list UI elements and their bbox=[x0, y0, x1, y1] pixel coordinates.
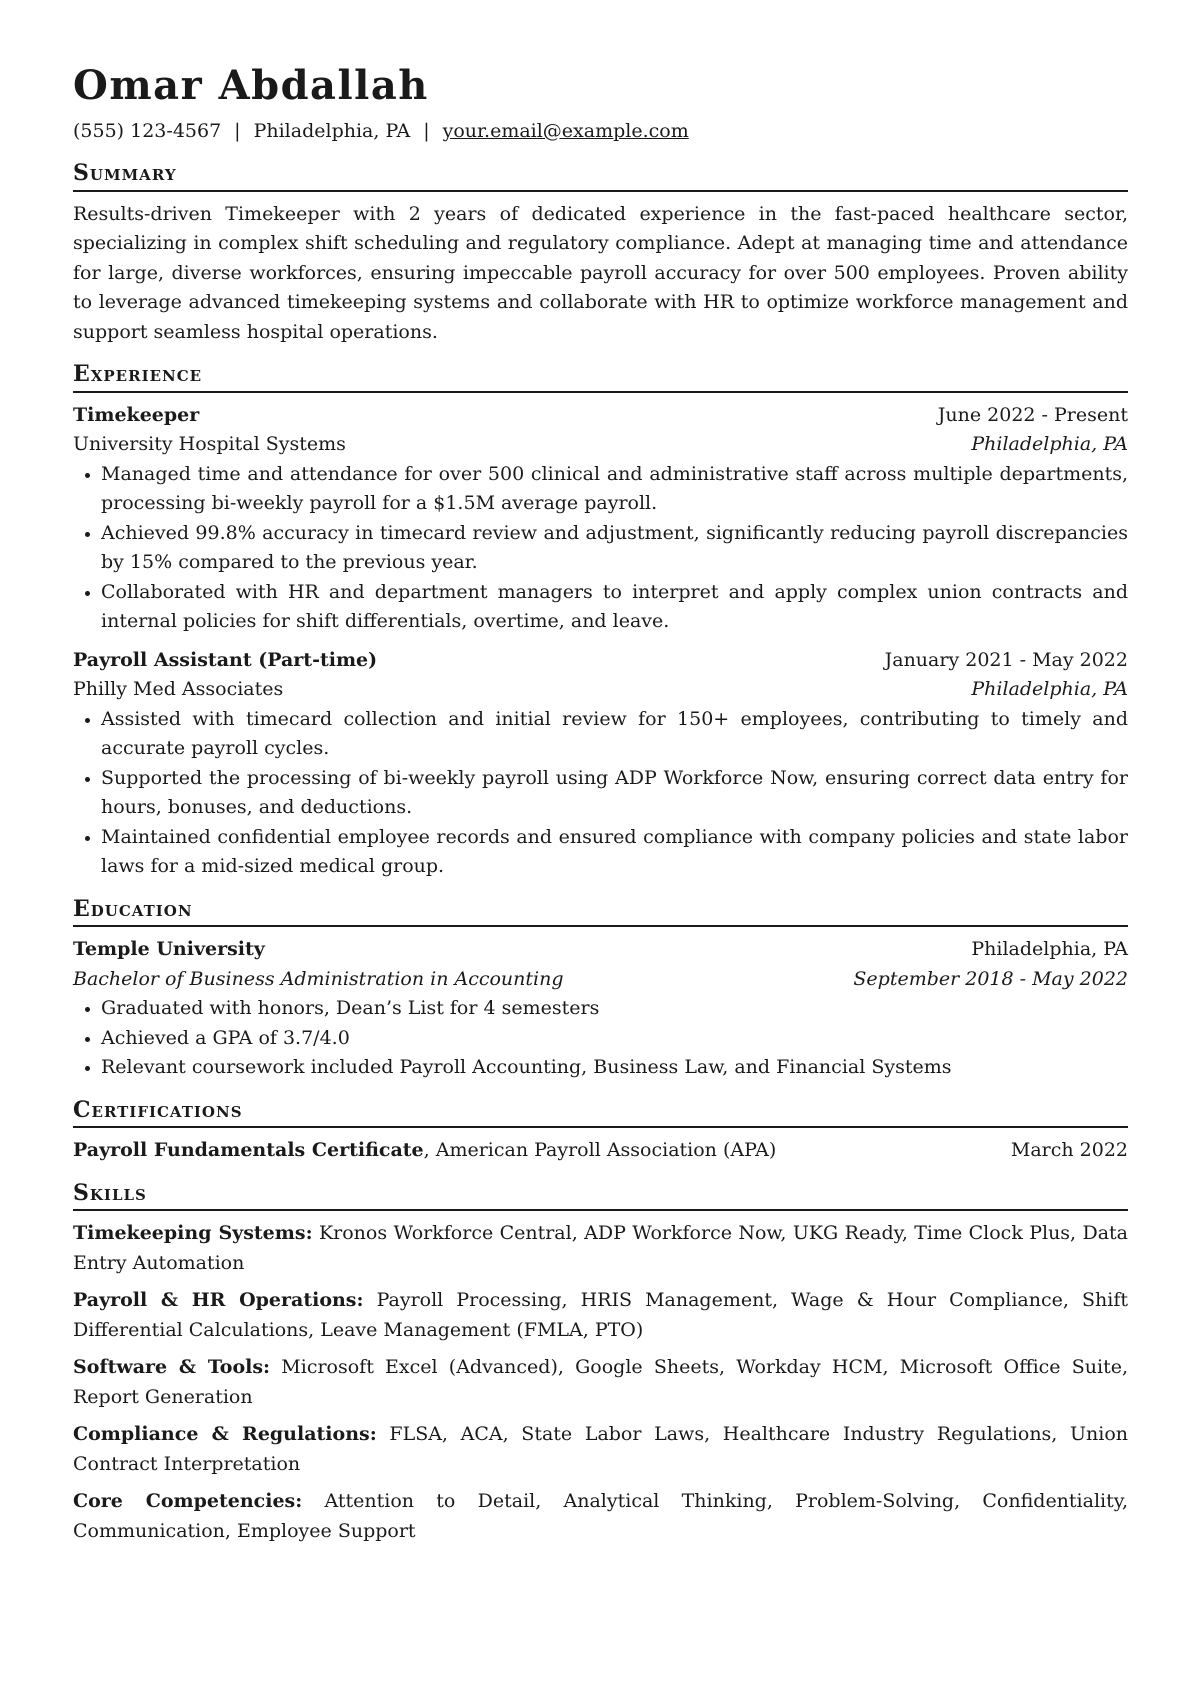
certification-date: March 2022 bbox=[1010, 1139, 1128, 1161]
job-subheader bbox=[73, 430, 1128, 460]
skill-text: Microsoft Excel (Advanced), Google Sheets, Workday HCM, Microsoft Office Suite, Report Generation bbox=[73, 1356, 1128, 1408]
list-item: • Assisted with timecard collection and initial review for 150+ employees, contributing to timely and accurate payroll cycles. bbox=[101, 705, 1128, 764]
skill-label: Compliance & Regulations: bbox=[73, 1423, 377, 1445]
location: Philadelphia, PA bbox=[253, 120, 411, 142]
job-role: Payroll Assistant (Part-time) bbox=[73, 648, 378, 671]
job-subheader bbox=[73, 675, 1128, 705]
skill-line bbox=[73, 1353, 1128, 1412]
skill-label: Timekeeping Systems: bbox=[73, 1222, 313, 1244]
job-location: Philadelphia, PA bbox=[971, 433, 1128, 455]
school-name: Temple University bbox=[73, 938, 265, 960]
list-item: • Managed time and attendance for over 500 clinical and administrative staff across multiple departments, processing bi-weekly payroll for a $1.5M average payroll. bbox=[101, 460, 1128, 519]
list-item: • Achieved a GPA of 3.7/4.0 bbox=[101, 1024, 1128, 1054]
section-title: Experience bbox=[73, 361, 1128, 393]
job-entry bbox=[73, 401, 1128, 637]
list-item: • Relevant coursework included Payroll Accounting, Business Law, and Financial Systems bbox=[101, 1053, 1128, 1083]
school-location: Philadelphia, PA bbox=[971, 938, 1128, 960]
education-subheader bbox=[73, 965, 1128, 995]
skill-line bbox=[73, 1420, 1128, 1479]
summary-section bbox=[73, 160, 1128, 347]
education-section bbox=[73, 896, 1128, 1083]
list-item: • Graduated with honors, Dean’s List for 4 semesters bbox=[101, 994, 1128, 1024]
skill-text: Payroll Processing, HRIS Management, Wage & Hour Compliance, Shift Differential Calculations, Leave Management (FMLA, PTO) bbox=[73, 1289, 1128, 1341]
job-dates: January 2021 - May 2022 bbox=[884, 648, 1128, 671]
phone: (555) 123-4567 bbox=[73, 120, 222, 142]
skill-line bbox=[73, 1487, 1128, 1546]
list-item: • Maintained confidential employee records and ensured compliance with company policies and state labor laws for a mid-sized medical group. bbox=[101, 823, 1128, 882]
section-title: Skills bbox=[73, 1180, 1128, 1212]
job-location: Philadelphia, PA bbox=[971, 678, 1128, 700]
list-item: • Achieved 99.8% accuracy in timecard review and adjustment, significantly reducing payroll discrepancies by 15% compared to the previous year. bbox=[101, 519, 1128, 578]
education-bullets bbox=[73, 994, 1128, 1083]
education-dates: September 2018 - May 2022 bbox=[853, 967, 1128, 990]
skill-label: Software & Tools: bbox=[73, 1356, 271, 1378]
summary-text: Results-driven Timekeeper with 2 years of dedicated experience in the fast-paced healthcare sector, specializing in complex shift scheduling and regulatory compliance. Adept at managing time and attendance for large, diverse workforces, ensuring impeccable payroll accuracy for over 500 employees. Proven ability to leverage advanced timekeeping systems and collaborate with HR to optimize workforce management and support seamless hospital operations. bbox=[73, 202, 1128, 343]
section-title: Education bbox=[73, 896, 1128, 928]
skill-label: Payroll & HR Operations: bbox=[73, 1289, 364, 1311]
certifications-section bbox=[73, 1097, 1128, 1166]
degree: Bachelor of Business Administration in Accounting bbox=[73, 967, 564, 990]
skill-text: Kronos Workforce Central, ADP Workforce Now, UKG Ready, Time Clock Plus, Data Entry Automation bbox=[73, 1222, 1128, 1274]
section-title: Summary bbox=[73, 160, 1128, 192]
certification-name: Payroll Fundamentals Certificate bbox=[73, 1139, 424, 1161]
job-role: Timekeeper bbox=[73, 403, 200, 426]
skill-text: FLSA, ACA, State Labor Laws, Healthcare Industry Regulations, Union Contract Interpretation bbox=[73, 1423, 1129, 1475]
job-dates: June 2022 - Present bbox=[937, 403, 1128, 426]
skill-label: Core Competencies: bbox=[73, 1490, 303, 1512]
section-title: Certifications bbox=[73, 1097, 1128, 1129]
email-link[interactable]: your.email@example.com bbox=[442, 120, 689, 142]
skill-line bbox=[73, 1286, 1128, 1345]
job-entry bbox=[73, 646, 1128, 882]
job-header bbox=[73, 646, 1128, 676]
candidate-name: Omar Abdallah bbox=[73, 62, 429, 109]
contact-line bbox=[73, 120, 1128, 142]
list-item: • Supported the processing of bi-weekly payroll using ADP Workforce Now, ensuring correct data entry for hours, bonuses, and deductions. bbox=[101, 764, 1128, 823]
skill-text: Attention to Detail, Analytical Thinking, Problem-Solving, Confidentiality, Communication, Employee Support bbox=[73, 1490, 1129, 1542]
experience-section bbox=[73, 361, 1128, 882]
separator: | bbox=[234, 120, 241, 142]
certification-issuer: , American Payroll Association (APA) bbox=[423, 1139, 777, 1161]
job-bullets bbox=[73, 705, 1128, 882]
job-company: Philly Med Associates bbox=[73, 678, 284, 700]
separator: | bbox=[423, 120, 430, 142]
skills-section bbox=[73, 1180, 1128, 1547]
job-bullets bbox=[73, 460, 1128, 637]
list-item: • Collaborated with HR and department managers to interpret and apply complex union contracts and internal policies for shift differentials, overtime, and leave. bbox=[101, 578, 1128, 637]
certification-entry bbox=[73, 1136, 1128, 1166]
skill-line bbox=[73, 1219, 1128, 1278]
job-company: University Hospital Systems bbox=[73, 433, 346, 455]
education-header bbox=[73, 935, 1128, 965]
job-header bbox=[73, 401, 1128, 431]
